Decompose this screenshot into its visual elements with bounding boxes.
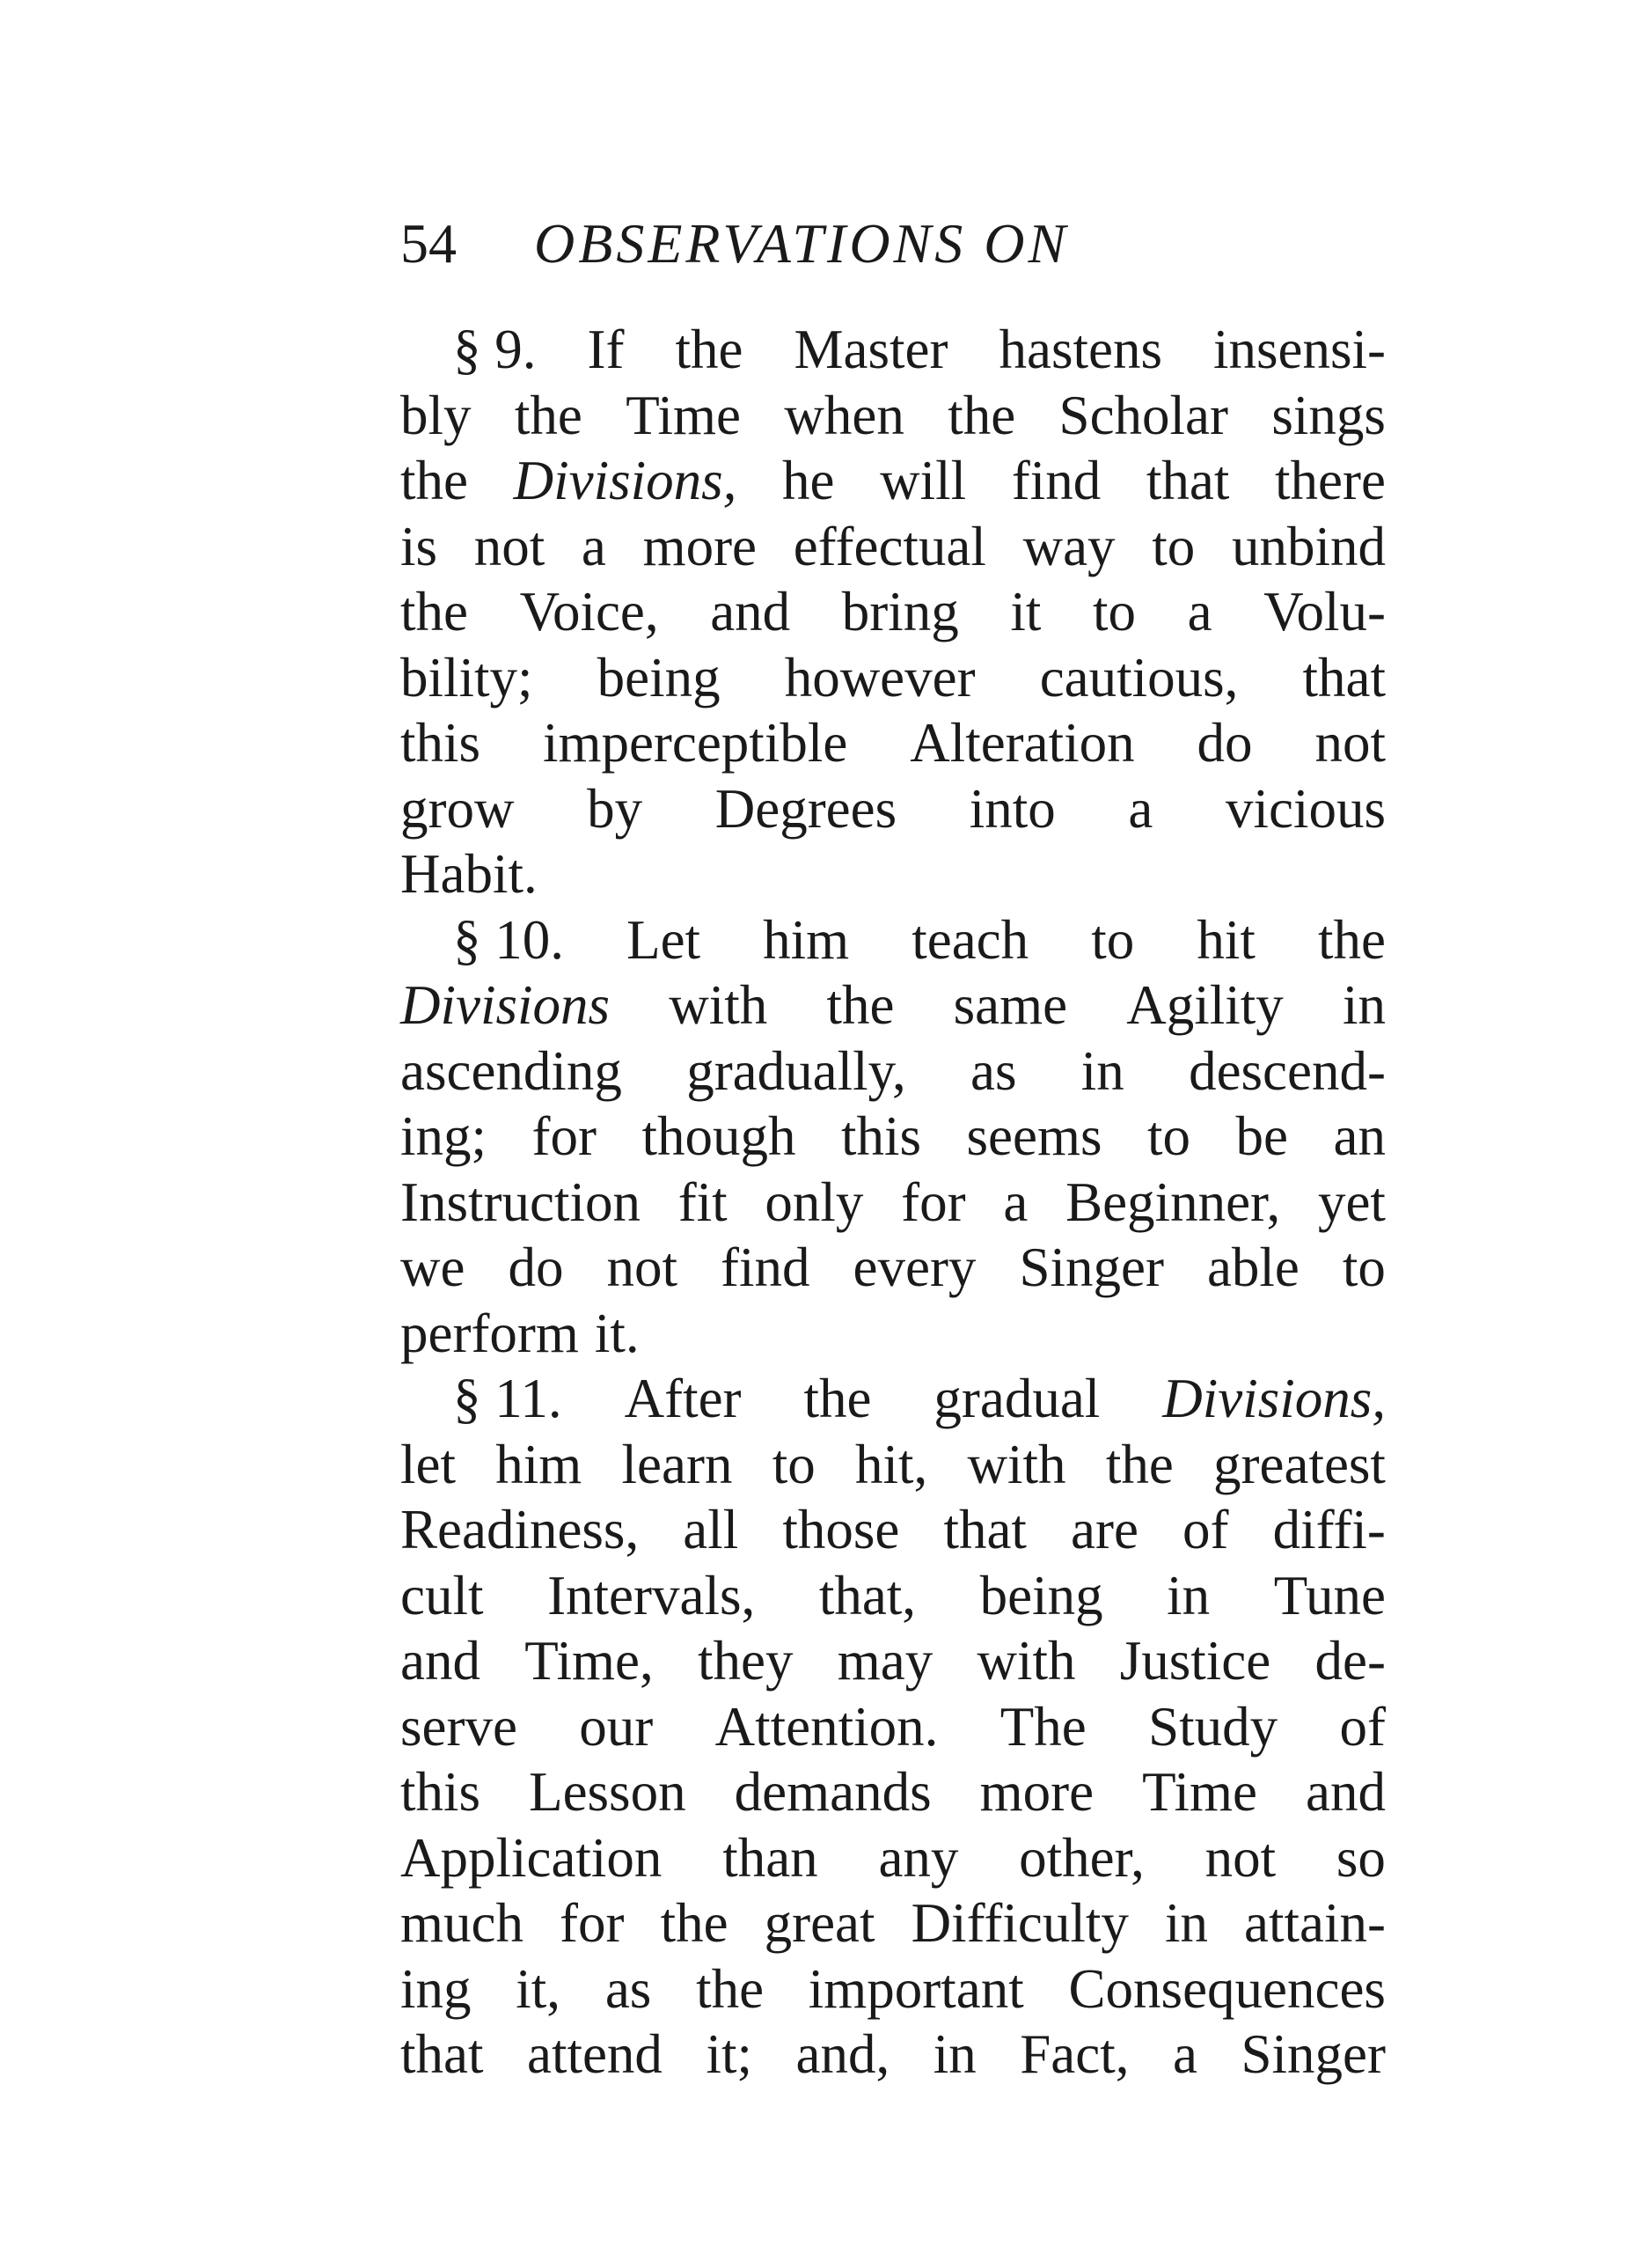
word: however	[784, 646, 976, 708]
word: Agility	[1126, 974, 1284, 1036]
word: descend-	[1189, 1039, 1386, 1102]
word: Time	[1142, 1761, 1257, 1823]
text-line	[400, 1563, 1386, 1629]
word: Consequences	[1068, 1957, 1386, 2020]
word: that	[1146, 450, 1230, 511]
word: this	[400, 1761, 481, 1823]
word: learn	[621, 1433, 733, 1495]
word: gradual	[933, 1368, 1101, 1429]
word: will	[880, 450, 967, 511]
word: to	[1342, 1237, 1386, 1298]
italic-word: Divisions,	[1162, 1368, 1386, 1429]
text-line	[400, 1235, 1386, 1301]
word: being	[597, 646, 721, 708]
text-line	[400, 776, 1386, 842]
word: in	[1167, 1564, 1211, 1626]
word: hit,	[855, 1433, 928, 1495]
word: bility;	[400, 646, 533, 708]
word: not	[473, 515, 545, 577]
word: a	[1003, 1171, 1029, 1233]
word: not	[606, 1237, 678, 1298]
word: all	[683, 1499, 739, 1560]
word: If	[587, 319, 625, 380]
word: Alteration	[910, 712, 1135, 774]
word: this	[400, 712, 481, 774]
word: § 10.	[453, 908, 564, 971]
word: let	[400, 1433, 456, 1495]
word: with	[967, 1433, 1066, 1495]
word: and	[710, 581, 791, 642]
word: it	[1010, 581, 1042, 642]
word: fit	[677, 1171, 728, 1233]
word: ing;	[400, 1105, 487, 1167]
word: in	[1342, 974, 1386, 1036]
word: there	[1275, 450, 1386, 511]
word: perform	[400, 1302, 579, 1364]
word: a	[1187, 581, 1212, 642]
word: Habit.	[400, 843, 538, 905]
word: ing	[400, 1957, 472, 2020]
word: attain-	[1244, 1892, 1386, 1954]
word: demands	[734, 1761, 932, 1823]
word: the	[400, 450, 468, 511]
text-line	[400, 1170, 1386, 1236]
word: not	[1204, 1826, 1277, 1889]
word: same	[953, 974, 1068, 1036]
word: Voice,	[519, 581, 659, 642]
text-line	[400, 1825, 1386, 1891]
word: Instruction	[400, 1171, 641, 1233]
word: with	[669, 974, 768, 1036]
text-line	[400, 973, 1386, 1039]
word: unbind	[1231, 515, 1386, 577]
word: Application	[400, 1826, 663, 1889]
text-line	[400, 383, 1386, 449]
word: Scholar	[1058, 384, 1228, 446]
word: imperceptible	[542, 712, 848, 774]
word: the	[514, 384, 582, 446]
text-line	[400, 2022, 1386, 2088]
word: able	[1206, 1237, 1300, 1298]
word: a	[1172, 2023, 1197, 2085]
word: Lesson	[529, 1761, 686, 1823]
word: are	[1071, 1499, 1138, 1560]
word: the	[400, 581, 468, 642]
word: diffi-	[1272, 1499, 1386, 1560]
word: in	[933, 2023, 977, 2085]
running-head	[400, 204, 1386, 283]
word: that	[943, 1499, 1027, 1560]
word: Volu-	[1263, 581, 1386, 642]
word: only	[765, 1171, 864, 1233]
word: Tune	[1273, 1564, 1386, 1626]
word: the	[1317, 908, 1386, 971]
word: more	[642, 515, 758, 577]
word: and	[1305, 1761, 1386, 1823]
word: as	[604, 1957, 652, 2020]
word: for	[531, 1105, 597, 1167]
word: cult	[400, 1564, 484, 1626]
word: a	[581, 515, 606, 577]
text-line	[400, 1497, 1386, 1563]
word: the	[1105, 1433, 1174, 1495]
word: § 11.	[453, 1368, 562, 1429]
word: that	[1302, 646, 1386, 708]
word: to	[1147, 1105, 1191, 1167]
text-line	[400, 1956, 1386, 2022]
word: sings	[1271, 384, 1386, 446]
word: with	[977, 1630, 1076, 1692]
word: do	[508, 1237, 564, 1298]
word: The	[999, 1695, 1087, 1758]
word: hit	[1197, 908, 1256, 971]
word: Study	[1148, 1695, 1278, 1758]
word: Degrees	[714, 777, 897, 840]
word: Intervals,	[547, 1564, 756, 1626]
word: Beginner,	[1065, 1171, 1281, 1233]
word: grow	[400, 777, 515, 840]
word: it;	[706, 2023, 752, 2085]
word: than	[722, 1826, 818, 1889]
word: Difficulty	[911, 1892, 1129, 1954]
word: of	[1339, 1695, 1386, 1758]
word: gradually,	[686, 1039, 906, 1102]
word: way	[1022, 515, 1116, 577]
word: other,	[1019, 1826, 1145, 1889]
word: him	[763, 908, 850, 971]
text-line	[400, 1432, 1386, 1498]
word: may	[837, 1630, 933, 1692]
word: being	[979, 1564, 1103, 1626]
word: Attention.	[714, 1695, 939, 1758]
word: when	[784, 384, 904, 446]
word: hastens	[999, 319, 1162, 380]
word: so	[1336, 1826, 1386, 1889]
word: to	[1152, 515, 1196, 577]
word: a	[1128, 777, 1153, 840]
word: important	[808, 1957, 1024, 2020]
text-line	[400, 1759, 1386, 1825]
word: is	[400, 515, 438, 577]
word: by	[587, 777, 643, 840]
page-number: 54	[400, 212, 457, 275]
word: him	[495, 1433, 582, 1495]
word: he	[782, 450, 835, 511]
word: we	[400, 1237, 465, 1298]
word: more	[979, 1761, 1095, 1823]
word: Time	[626, 384, 741, 446]
word: that	[400, 2023, 484, 2085]
word: bly	[400, 384, 472, 446]
italic-word: Divisions	[400, 974, 611, 1036]
word: it.	[594, 1302, 640, 1364]
text-line	[400, 317, 1386, 383]
word: great	[764, 1892, 875, 1954]
word: they	[698, 1630, 794, 1692]
word: that,	[818, 1564, 917, 1626]
word: Singer	[1019, 1237, 1164, 1298]
word: the	[948, 384, 1016, 446]
word: find	[1011, 450, 1102, 511]
text-line	[400, 645, 1386, 711]
text-line	[400, 907, 1386, 973]
word: the	[696, 1957, 765, 2020]
word: Fact,	[1020, 2023, 1130, 2085]
word: Let	[626, 908, 701, 971]
word: § 9.	[453, 319, 537, 380]
word: to	[772, 1433, 816, 1495]
word: for	[560, 1892, 625, 1954]
running-head-title: OBSERVATIONS ON	[534, 212, 1070, 275]
word: attend	[527, 2023, 663, 2085]
word: to	[1092, 581, 1136, 642]
word: and	[400, 1630, 480, 1692]
body-text	[400, 317, 1386, 2088]
word: Readiness,	[400, 1499, 640, 1560]
italic-word: Divisions,	[513, 450, 737, 511]
word: Master	[794, 319, 948, 380]
word: those	[782, 1499, 900, 1560]
word: teach	[912, 908, 1029, 971]
word: After	[624, 1368, 742, 1429]
word: vicious	[1225, 777, 1386, 840]
word: Time,	[524, 1630, 654, 1692]
word: ascending	[400, 1039, 622, 1102]
text-line	[400, 514, 1386, 580]
word: in	[1080, 1039, 1124, 1102]
word: though	[641, 1105, 796, 1167]
word: it,	[516, 1957, 561, 2020]
word: much	[400, 1892, 523, 1954]
text-line	[400, 579, 1386, 645]
word: Justice	[1119, 1630, 1271, 1692]
word: any	[878, 1826, 959, 1889]
word: and,	[795, 2023, 890, 2085]
word: cautious,	[1039, 646, 1239, 708]
text-line	[400, 1301, 1386, 1367]
word: of	[1182, 1499, 1229, 1560]
word: the	[803, 1368, 872, 1429]
text-line	[400, 841, 1386, 907]
word: insensi-	[1213, 319, 1386, 380]
word: seems	[966, 1105, 1102, 1167]
word: Singer	[1241, 2023, 1386, 2085]
word: to	[1091, 908, 1135, 971]
word: an	[1333, 1105, 1386, 1167]
text-line	[400, 1890, 1386, 1956]
word: be	[1235, 1105, 1288, 1167]
text-line	[400, 448, 1386, 514]
word: not	[1314, 712, 1386, 774]
word: our	[579, 1695, 654, 1758]
word: this	[841, 1105, 922, 1167]
text-line	[400, 1628, 1386, 1694]
word: greatest	[1213, 1433, 1386, 1495]
word: in	[1164, 1892, 1208, 1954]
text-line	[400, 1694, 1386, 1760]
word: into	[969, 777, 1056, 840]
word: yet	[1317, 1171, 1386, 1233]
word: find	[721, 1237, 810, 1298]
word: do	[1197, 712, 1253, 774]
text-line	[400, 710, 1386, 776]
word: serve	[400, 1695, 517, 1758]
word: the	[826, 974, 895, 1036]
word: de-	[1314, 1630, 1386, 1692]
text-line	[400, 1366, 1386, 1432]
word: as	[970, 1039, 1017, 1102]
word: the	[660, 1892, 728, 1954]
word: every	[853, 1237, 977, 1298]
text-line	[400, 1104, 1386, 1170]
word: effectual	[793, 515, 986, 577]
text-line	[400, 1039, 1386, 1105]
word: for	[901, 1171, 966, 1233]
word: bring	[841, 581, 959, 642]
word: the	[675, 319, 743, 380]
